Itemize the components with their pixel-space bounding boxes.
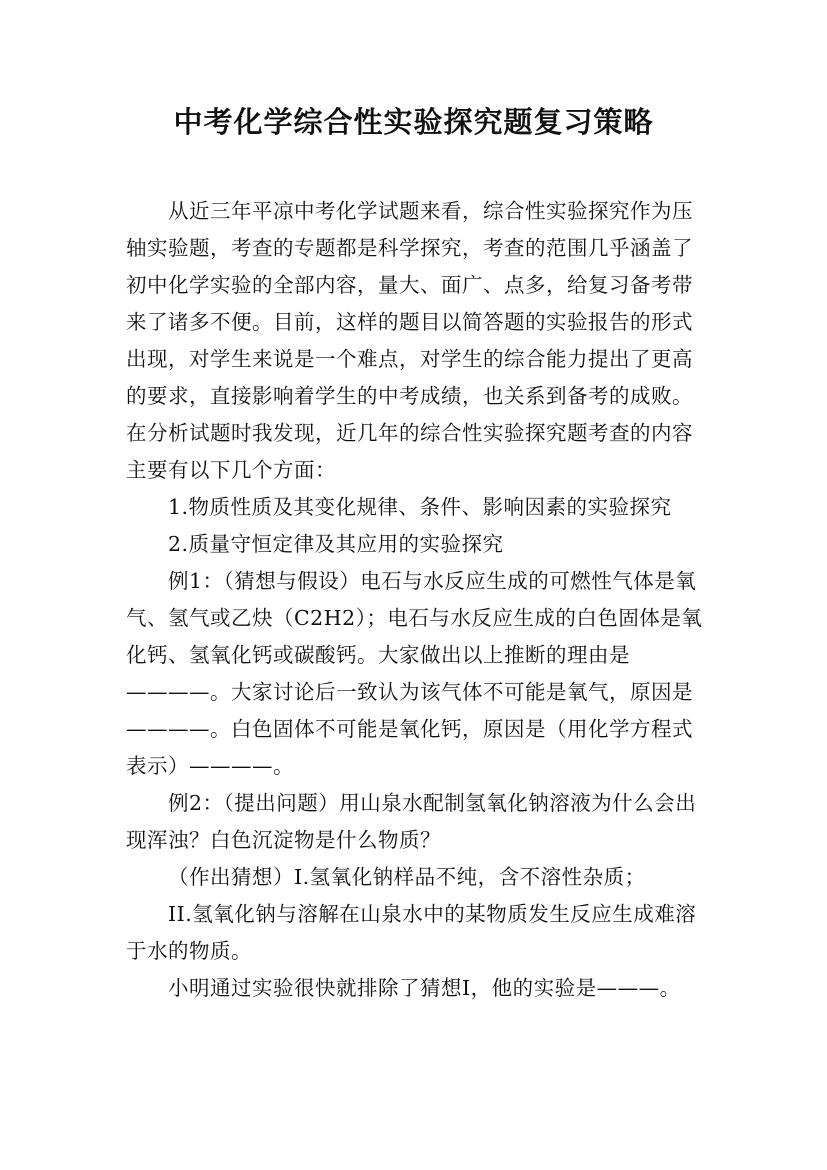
paragraph-experiment: 小明通过实验很快就排除了猜想I，他的实验是———。 (168, 976, 681, 1000)
document-body (126, 193, 712, 1007)
paragraph-intro: 从近三年平凉中考化学试题来看，综合性实验探究作为压轴实验题，考查的专题都是科学探究，考查的范围几乎涵盖了初中化学实验的全部内容，量大、面广、点多，给复习备考带来了诸多不便。目前，这样的题目以简答题的实验报告的形式出现，对学生来说是一个难点，对学生的综合能力提出了更高的要求，直接影响着学生的中考成绩，也关系到备考的成败。在分析试题时我发现，近几年的综合性实验探究题考查的内容主要有以下几个方面： (126, 199, 693, 482)
paragraph-hypothesis-2: II.氢氧化钠与溶解在山泉水中的某物质发生反应生成难溶于水的物质。 (126, 902, 697, 963)
document-title: 中考化学综合性实验探究题复习策略 (173, 105, 654, 139)
paragraph-example-2: 例2：（提出问题）用山泉水配制氢氧化钠溶液为什么会出现浑浊？白色沉淀物是什么物质？ (126, 791, 697, 852)
paragraph-example-1: 例1：（猜想与假设）电石与水反应生成的可燃性气体是氧气、氢气或乙炔（C2H2）；电石与水反应生成的白色固体是氧化钙、氢氧化钙或碳酸钙。大家做出以上推断的理由是————。大家讨论后一致认为该气体不可能是氧气，原因是————。白色固体不可能是氧化钙，原因是（用化学方程式表示）————。 (126, 569, 703, 778)
paragraph-item-1: 1.物质性质及其变化规律、条件、影响因素的实验探究 (168, 495, 672, 519)
paragraph-item-2: 2.质量守恒定律及其应用的实验探究 (168, 532, 504, 556)
paragraph-hypothesis-1: （作出猜想）I.氢氧化钠样品不纯，含不溶性杂质； (168, 865, 646, 889)
